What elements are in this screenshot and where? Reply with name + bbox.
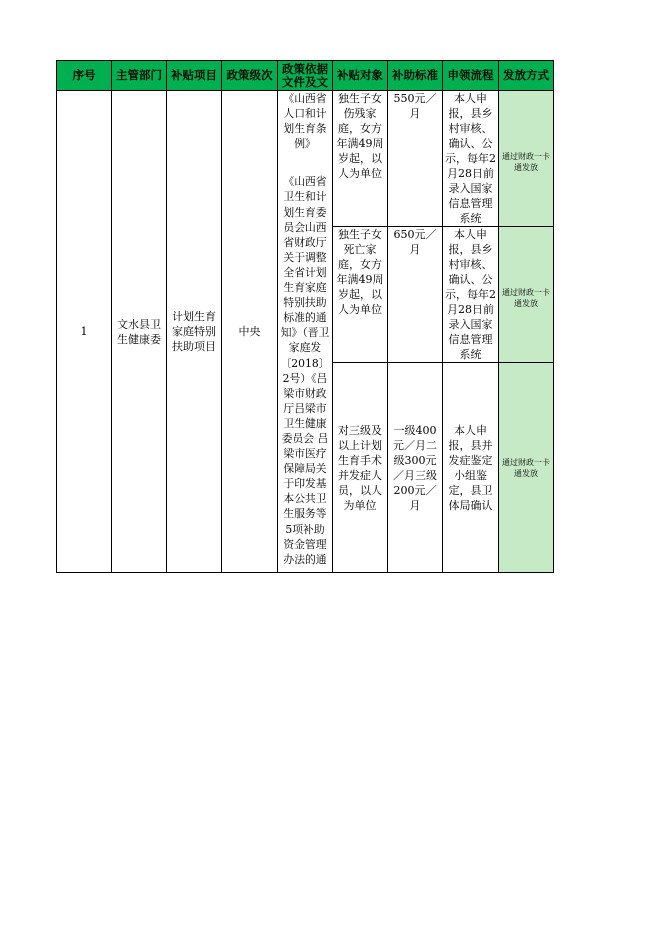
level-cell: 中央 <box>222 91 278 573</box>
table-row <box>57 91 554 227</box>
seq-cell: 1 <box>57 91 112 573</box>
policy-text-1: 《山西省人口和计划生育条例》 <box>283 92 327 151</box>
project-cell: 计划生育家庭特别扶助项目 <box>167 91 222 573</box>
standard-cell: 550元／月 <box>388 91 443 227</box>
payment-cell: 通过财政一卡通发放 <box>499 363 554 573</box>
header-seq: 序号 <box>57 61 112 91</box>
header-project: 补贴项目 <box>167 61 222 91</box>
process-cell: 本人申报，县乡村审核、确认、公示，每年2月28日前录入国家信息管理系统 <box>443 91 499 227</box>
standard-cell: 一级400元／月二级300元／月三级200元／月 <box>388 363 443 573</box>
subsidy-table <box>56 60 554 573</box>
payment-cell: 通过财政一卡通发放 <box>499 91 554 227</box>
header-department: 主管部门 <box>112 61 167 91</box>
standard-cell: 650元／月 <box>388 227 443 363</box>
header-policy: 政策依据文件及文 <box>278 61 333 91</box>
header-process: 申领流程 <box>443 61 499 91</box>
policy-text-2: 《山西省卫生和计划生育委员会山西省财政厅关于调整全省计划生育家庭特别扶助标准的通知》（晋卫家庭发〔2018〕2号）《吕梁市财政厅吕梁市卫生健康委员会 吕梁市医疗保障局关于印发基本公共卫生服务等5项补助资金管理办法的通 <box>280 175 330 566</box>
header-level: 政策级次 <box>222 61 278 91</box>
payment-cell: 通过财政一卡通发放 <box>499 227 554 363</box>
target-cell: 独生子女死亡家庭，女方年满49周岁起，以人为单位 <box>333 227 388 363</box>
header-row <box>57 61 554 91</box>
department-cell: 文水县卫生健康委 <box>112 91 167 573</box>
target-cell: 对三级及以上计划生育手术并发症人员，以人为单位 <box>333 363 388 573</box>
header-standard: 补助标准 <box>388 61 443 91</box>
header-target: 补贴对象 <box>333 61 388 91</box>
header-payment: 发放方式 <box>499 61 554 91</box>
target-cell: 独生子女伤残家庭，女方年满49周岁起，以人为单位 <box>333 91 388 227</box>
policy-cell <box>278 91 333 573</box>
process-cell: 本人申报，县并发症鉴定小组鉴定，县卫体局确认 <box>443 363 499 573</box>
process-cell: 本人申报，县乡村审核、确认、公示，每年2月28日前录入国家信息管理系统 <box>443 227 499 363</box>
